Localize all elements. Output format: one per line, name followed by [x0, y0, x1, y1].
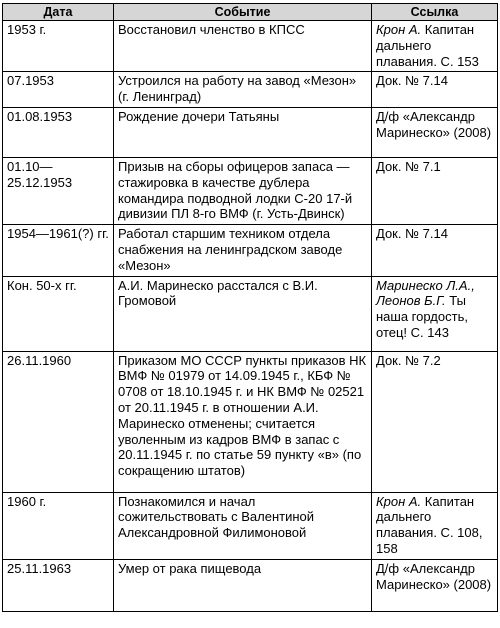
cell-reference — [372, 559, 498, 611]
cell-date: 26.11.1960 — [3, 351, 114, 492]
ref-author: Крон А. — [376, 493, 422, 509]
cell-event: Приказом МО СССР пункты приказов НК ВМФ № 01979 от 14.09.1945 г., КБФ № 0708 от 18.10.1945 г. и НК ВМФ № 02521 от 20.11.1945 г. в отношении А.И. Маринеско отменены; считается уволенным из кадров ВМФ в запас с 20.11.1945 г. по статье 59 пункту «в» (по сокращению штатов) — [114, 351, 372, 492]
cell-event: Умер от рака пищевода — [114, 559, 372, 611]
cell-date: 07.1953 — [3, 72, 114, 108]
table-row — [3, 276, 498, 351]
cell-reference — [372, 276, 498, 351]
chronology-table — [2, 3, 498, 612]
cell-date: 1960 г. — [3, 492, 114, 559]
cell-reference — [372, 107, 498, 157]
header-reference: Ссылка — [372, 4, 498, 21]
table-row — [3, 559, 498, 611]
cell-date: 1954—1961(?) гг. — [3, 225, 114, 276]
cell-event: Устроился на работу на завод «Мезон» (г. Ленинград) — [114, 72, 372, 108]
ref-author: Маринеско Л.А., Леонов Б.Г. — [376, 277, 475, 309]
cell-date: 25.11.1963 — [3, 559, 114, 611]
ref-text: Док. № 7.14 — [376, 73, 448, 89]
cell-event: Познакомился и начал сожительствовать с Валентиной Александровной Филимоновой — [114, 492, 372, 559]
cell-event: Работал старшим техником отдела снабжения на ленинградском заводе «Мезон» — [114, 225, 372, 276]
ref-text: Док. № 7.2 — [376, 352, 441, 368]
ref-text: Капитан дальнего плавания. С. 153 — [376, 22, 479, 69]
cell-reference — [372, 351, 498, 492]
cell-event: Восстановил членство в КПСС — [114, 21, 372, 72]
table-row — [3, 225, 498, 276]
table-row — [3, 492, 498, 559]
cell-event: Рождение дочери Татьяны — [114, 107, 372, 157]
cell-date: 1953 г. — [3, 21, 114, 72]
cell-date: Кон. 50-х гг. — [3, 276, 114, 351]
table-row — [3, 107, 498, 157]
ref-text: Док. № 7.14 — [376, 226, 448, 242]
cell-date: 01.10—25.12.1953 — [3, 157, 114, 224]
ref-text: Д/ф «Александр Маринеско» (2008) — [376, 560, 492, 592]
ref-author: Крон А. — [376, 22, 422, 37]
header-event: Событие — [114, 4, 372, 21]
cell-reference — [372, 225, 498, 276]
table-row — [3, 21, 498, 72]
ref-text: Капитан дальнего плавания. С. 108, 158 — [376, 493, 483, 556]
cell-date: 01.08.1953 — [3, 107, 114, 157]
cell-event: Призыв на сборы офицеров запаса — стажировка в качестве дублера командира подводной лодки С-20 17-й дивизии ПЛ 8-го ВМФ (г. Усть-Двинск) — [114, 157, 372, 224]
cell-reference — [372, 492, 498, 559]
cell-reference — [372, 72, 498, 108]
table-row — [3, 72, 498, 108]
cell-event: А.И. Маринеско расстался с В.И. Громовой — [114, 276, 372, 351]
table-row — [3, 351, 498, 492]
ref-text: Ты наша гордость, отец! С. 143 — [376, 293, 468, 340]
cell-reference — [372, 21, 498, 72]
cell-reference — [372, 157, 498, 224]
header-date: Дата — [3, 4, 114, 21]
ref-text: Д/ф «Александр Маринеско» (2008) — [376, 108, 492, 140]
ref-text: Док. № 7.1 — [376, 158, 441, 174]
table-header-row — [3, 4, 498, 21]
table-row — [3, 157, 498, 224]
